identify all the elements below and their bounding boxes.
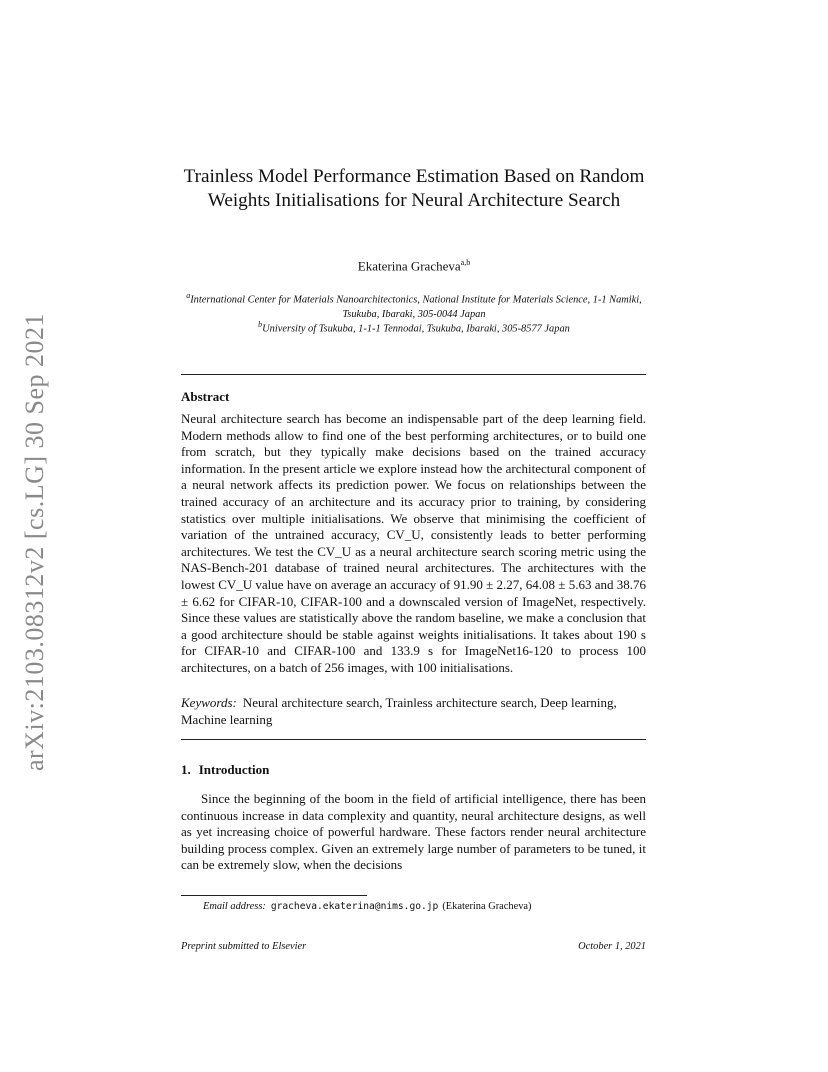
arxiv-stamp-text: arXiv:2103.08312v2 [cs.LG] 30 Sep 2021 [20,312,49,772]
affiliation-text: International Center for Materials Nanoarchitectonics, National Institute for Materials Science, 1-1 Namiki, Tsukuba, Ibaraki, 305-0044 Japan [190,294,642,320]
section-number: 1. [181,762,191,777]
footnote-email-link[interactable]: gracheva.ekaterina@nims.go.jp [270,901,439,912]
footnote-author: (Ekaterina Gracheva) [442,901,532,912]
abstract-text: Neural architecture search has become an indispensable part of the deep learning field. Modern methods allow to find one of the best performing architectures, or to build one from scratch, but they typically make decisions based on the trained accuracy information. In the present article we explore instead how the architectural component of a neural network affects its prediction power. We focus on relationships between the trained accuracy of an architecture and its accuracy prior to training, by considering statistics over multiple initialisations. We observe that minimising the coefficient of variation of the untrained accuracy, CV_U, consistently leads to better performing architectures. We test the CV_U as a neural architecture search scoring metric using the NAS-Bench-201 database of trained neural architectures. The architectures with the lowest CV_U value have on average an accuracy of 91.90 ± 2.27, 64.08 ± 5.63 and 38.76 ± 6.62 for CIFAR-10, CIFAR-100 and a downscaled version of ImageNet, respectively. Since these values are statistically above the random baseline, we make a conclusion that a good architecture should be stable against weights initialisations. It takes about 190 s for CIFAR-10 and CIFAR-100 and 133.9 s for ImageNet16-120 to process 100 architectures, on a batch of 256 images, with 100 initialisations. [181,411,646,675]
section-title: Introduction [198,762,270,777]
abstract-top-rule [181,374,646,375]
affiliation-mark: a [186,291,191,300]
paper-title: Trainless Model Performance Estimation Based on Random Weights Initialisations for Neural Architecture Search [183,166,645,211]
affiliation-mark: b [258,320,263,329]
introduction-paragraph: Since the beginning of the boom in the field of artificial intelligence, there has been continuous increase in data complexity and quantity, neural architecture designs, as well as yet increasing choice of powerful hardware. These factors render neural architecture building process complex. Given an extremely large number of parameters to be tuned, it can be extremely slow, when the decisions [181,791,646,873]
footnote-rule [181,895,367,896]
footer-preprint-note: Preprint submitted to Elsevier [181,941,307,952]
affiliation-text: University of Tsukuba, 1-1-1 Tennodai, Tsukuba, Ibaraki, 305-8577 Japan [262,323,570,335]
keywords-text: Neural architecture search, Trainless architecture search, Deep learning, Machine learning [181,695,617,727]
footer-date: October 1, 2021 [578,941,646,952]
section-heading [181,762,269,778]
keywords-label: Keywords: [181,695,237,710]
affiliation-b [180,318,648,337]
author-affiliation-marks: a,b [460,258,471,267]
author-name: Ekaterina Gracheva [357,258,461,274]
abstract-heading: Abstract [181,389,230,404]
footnote [203,901,531,912]
footnote-label: Email address: [203,901,266,912]
abstract-bottom-rule [181,739,646,740]
arxiv-identifier-stamp [20,312,49,772]
author-line [160,258,668,274]
keywords-line [181,695,646,728]
